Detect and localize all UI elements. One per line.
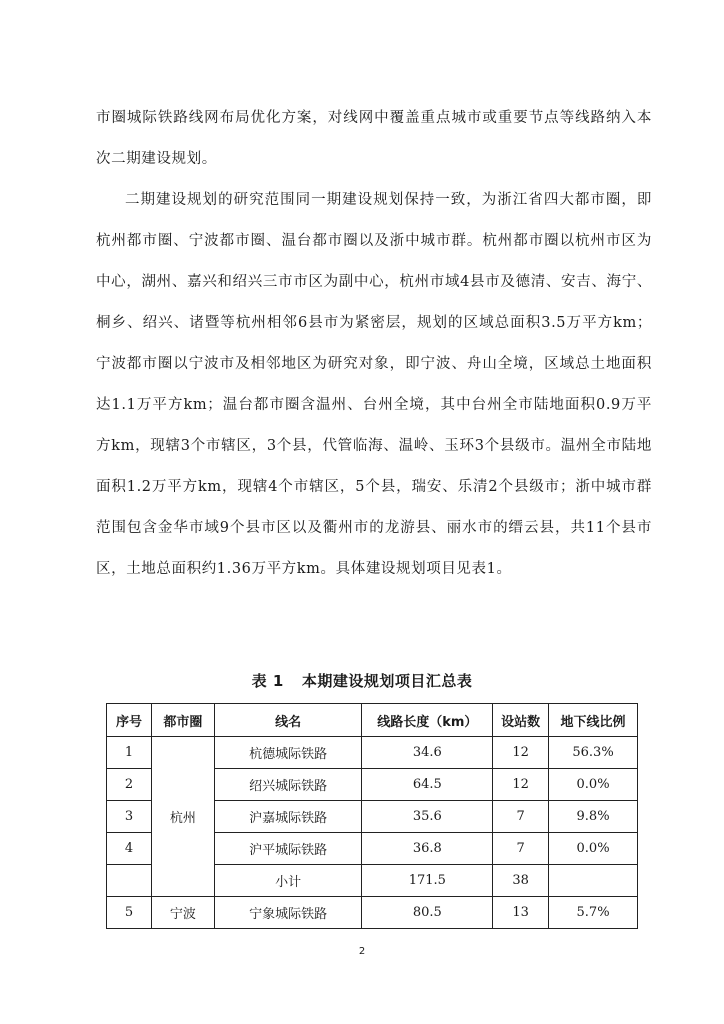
paragraph-2: 二期建设规划的研究范围同一期建设规划保持一致，为浙江省四大都市圈，即杭州都市圈、宁波都市圈、温台都市圈以及浙中城市群。杭州都市圈以杭州市区为中心，湖州、嘉兴和绍兴三市市区为副中心，杭州市域4县市及德清、安吉、海宁、桐乡、绍兴、诸暨等杭州相邻6县市为紧密层，规划的区域总面积3.5万平方km；宁波都市圈以宁波市及相邻地区为研究对象，即宁波、舟山全境，区域总土地面积达1.1万平方km；温台都市圈含温州、台州全境，其中台州全市陆地面积0.9万平方km，现辖3个市辖区，3个县，代管临海、温岭、玉环3个县级市。温州全市陆地面积1.2万平方km，现辖4个市辖区，5个县，瑞安、乐清2个县级市；浙中城市群范围包含金华市域9个县市区以及衢州市的龙游县、丽水市的缙云县，共11个县市区，土地总面积约1.36万平方km。具体建设规划项目见表1。	[96, 192, 652, 577]
cell-length: 34.6	[362, 737, 493, 769]
cell-line: 沪平城际铁路	[214, 833, 362, 865]
paragraph-1: 市圈城际铁路线网布局优化方案，对线网中覆盖重点城市或重要节点等线路纳入本次二期建设规划。	[96, 110, 652, 167]
cell-stations: 12	[493, 737, 549, 769]
header-line: 线名	[214, 704, 362, 737]
page-number: 2	[358, 946, 366, 957]
header-stations: 设站数	[493, 704, 549, 737]
cell-city-ningbo: 宁波	[151, 897, 214, 929]
cell-line: 绍兴城际铁路	[214, 769, 362, 801]
cell-city-hangzhou: 杭州	[151, 737, 214, 897]
header-length: 线路长度（km）	[362, 704, 493, 737]
table-row	[107, 897, 638, 929]
cell-line: 沪嘉城际铁路	[214, 801, 362, 833]
cell-no: 3	[107, 801, 152, 833]
cell-underground: 0.0%	[549, 833, 638, 865]
cell-underground: 5.7%	[549, 897, 638, 929]
cell-length: 35.6	[362, 801, 493, 833]
cell-underground: 0.0%	[549, 769, 638, 801]
cell-length: 171.5	[362, 865, 493, 897]
body-text	[96, 98, 652, 590]
header-underground: 地下线比例	[549, 704, 638, 737]
cell-line: 宁象城际铁路	[214, 897, 362, 929]
cell-line: 杭德城际铁路	[214, 737, 362, 769]
cell-underground: 9.8%	[549, 801, 638, 833]
table-caption-title: 本期建设规划项目汇总表	[301, 672, 473, 690]
table-header-row	[107, 704, 638, 737]
cell-stations: 12	[493, 769, 549, 801]
cell-length: 80.5	[362, 897, 493, 929]
project-summary-table	[106, 703, 638, 929]
cell-length: 36.8	[362, 833, 493, 865]
table-caption-number: 表 1	[251, 672, 284, 690]
cell-stations: 13	[493, 897, 549, 929]
cell-no: 1	[107, 737, 152, 769]
cell-underground: 56.3%	[549, 737, 638, 769]
cell-underground	[549, 865, 638, 897]
cell-stations: 7	[493, 801, 549, 833]
cell-no: 2	[107, 769, 152, 801]
cell-no: 5	[107, 897, 152, 929]
cell-no	[107, 865, 152, 897]
cell-no: 4	[107, 833, 152, 865]
header-no: 序号	[107, 704, 152, 737]
cell-stations: 7	[493, 833, 549, 865]
cell-subtotal-label: 小计	[214, 865, 362, 897]
cell-stations: 38	[493, 865, 549, 897]
table-caption	[0, 670, 724, 691]
cell-length: 64.5	[362, 769, 493, 801]
table-row	[107, 737, 638, 769]
header-city: 都市圈	[151, 704, 214, 737]
